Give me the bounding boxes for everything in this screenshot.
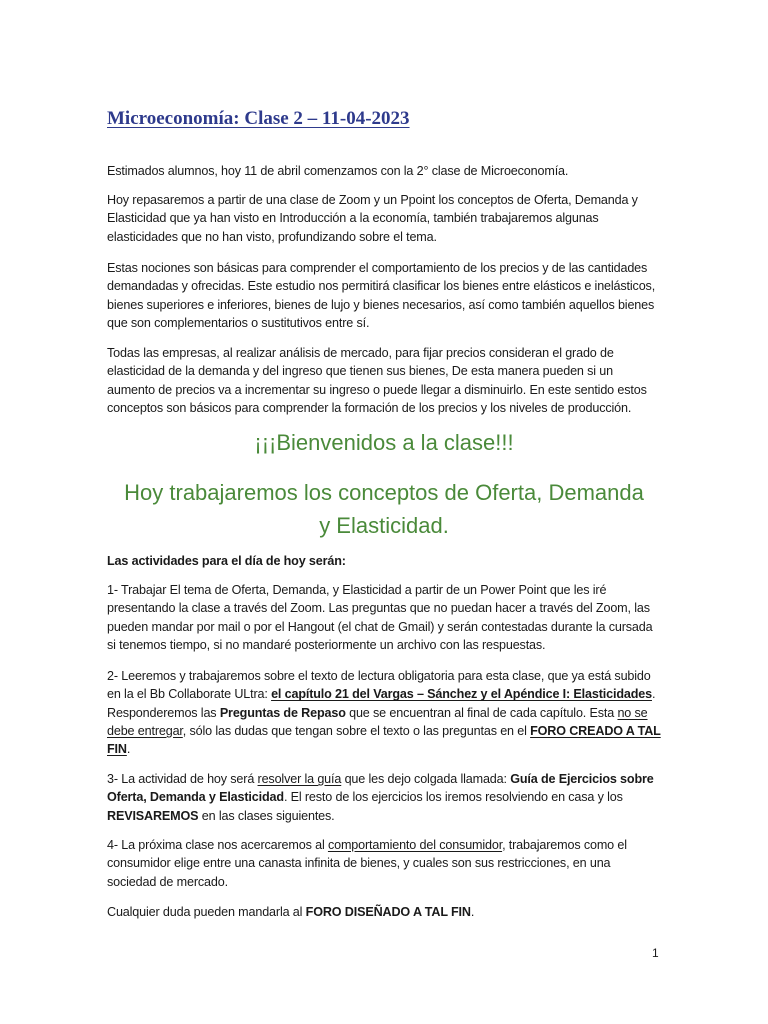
closing-paragraph: Cualquier duda pueden mandarla al FORO DISEÑADO A TAL FIN. xyxy=(107,905,475,919)
foro-creado-reference: FORO CREADO A TAL FIN xyxy=(107,723,661,757)
activity-2: 2- Leeremos y trabajaremos sobre el texto de lectura obligatoria para esta clase, que ya está subido en la el Bb Collaborate ULtra: el capítulo 21 del Vargas – Sánchez y el Apéndice I: Elasticidades. Responderemos las Preguntas de Repaso que se encuentran al final de cada capítulo. Esta no se debe entregar, sólo las dudas que tengan sobre el texto o las preguntas en el FORO CREADO A TAL FIN. xyxy=(107,669,661,757)
subtitle-line-2: y Elasticidad. xyxy=(319,513,449,538)
subtitle-heading xyxy=(0,476,768,542)
welcome-heading: ¡¡¡Bienvenidos a la clase!!! xyxy=(254,430,514,455)
document-title: Microeconomía: Clase 2 – 11-04-2023 xyxy=(107,108,410,129)
activities-header xyxy=(107,552,662,570)
guia-title: Guía de Ejercicios sobre Oferta, Demanda y Elasticidad xyxy=(107,772,654,805)
comportamiento-consumidor-note: comportamiento del consumidor xyxy=(327,838,503,852)
intro-paragraph: Estimados alumnos, hoy 11 de abril comenzamos con la 2° clase de Microeconomía. xyxy=(107,164,569,178)
activity-1: 1- Trabajar El tema de Oferta, Demanda, y Elasticidad a partir de un Power Point que les iré presentando la clase a través del Zoom. Las preguntas que no puedan hacer a través del Zoom, las pueden mandar por mail o por el Hangout (el chat de Gmail) y serán contestadas durante la cursada si tenemos tiempo, si no mandaré posteriormente un archivo con las respuestas. xyxy=(107,583,653,652)
activity-4: 4- La próxima clase nos acercaremos al comportamiento del consumidor, trabajaremos como el consumidor elige entre una canasta infinita de bienes, y cuales son sus restricciones, en una sociedad de mercado. xyxy=(107,838,627,889)
no-entregar-note: no se debe entregar xyxy=(107,705,648,738)
activity-3: 3- La actividad de hoy será resolver la guía que les dejo colgada llamada: Guía de Ejercicios sobre Oferta, Demanda y Elasticidad. El resto de los ejercicios los iremos resolviendo en casa y los REVISAREMOS en las clases siguientes. xyxy=(107,772,654,823)
paragraph-3: Todas las empresas, al realizar análisis de mercado, para fijar precios consideran el grado de elasticidad de la demanda y del ingreso que tienen sus bienes, De esta manera pueden si un aumento de precios va a incrementar su ingreso o puede llegar a disminuirlo. En este sentido estos conceptos son básicos para comprender la formación de los precios y los niveles de producción. xyxy=(107,346,647,415)
reading-reference: el capítulo 21 del Vargas – Sánchez y el Apéndice I: Elasticidades xyxy=(271,687,652,702)
subtitle-line-1: Hoy trabajaremos los conceptos de Oferta, Demanda xyxy=(124,480,644,505)
paragraph-2: Estas nociones son básicas para comprender el comportamiento de los precios y de las cantidades demandadas y ofrecidas. Este estudio nos permitirá clasificar los bienes entre elásticos e inelásticos, bienes superiores e inferiores, bienes de lujo y bienes necesarios, así como también aquellos bienes que son complementarios o sustitutivos entre sí. xyxy=(107,261,656,330)
page-number: 1 xyxy=(652,946,659,960)
resolver-guia-note: resolver la guía xyxy=(257,772,342,786)
foro-disenado-reference: FORO DISEÑADO A TAL FIN xyxy=(305,905,471,919)
activities-header-text: Las actividades para el día de hoy serán: xyxy=(107,554,346,568)
paragraph-1: Hoy repasaremos a partir de una clase de Zoom y un Ppoint los conceptos de Oferta, Demanda y Elasticidad que ya han visto en Introducción a la economía, también trabajaremos algunas elasticidades que no han visto, profundizando sobre el tema. xyxy=(107,193,638,244)
